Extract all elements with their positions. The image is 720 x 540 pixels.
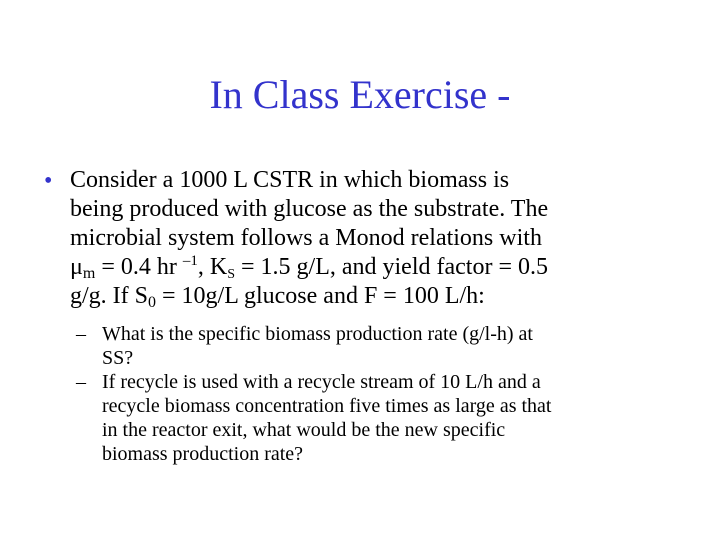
sub-bullet-text [102,370,676,466]
sub-bullet-2-line-2: recycle biomass concentration five times as large as that [102,395,552,417]
s0-subscript: 0 [148,294,156,311]
sub-bullet-1-line-2: SS? [102,347,134,369]
sub-bullet-2-line-1: If recycle is used with a recycle stream of 10 L/h and a [102,371,541,393]
bullet-line-2: being produced with glucose as the substrate. The [70,196,549,222]
line4-part2: , K [197,254,228,280]
sub-bullet-2-line-4: biomass production rate? [102,443,304,465]
line4-part1: = 0.4 hr [95,254,183,280]
sub-bullet-2-line-3: in the reactor exit, what would be the new specific [102,419,506,441]
ks-subscript: S [227,267,235,282]
bullet-line-4 [70,253,684,282]
sub-bullet-text [102,322,676,370]
bullet-line-3: microbial system follows a Monod relations with [70,225,542,251]
mu-symbol: μ [70,254,83,280]
bullet-line-5 [70,282,684,311]
bullet-marker: • [44,168,53,194]
sub-bullet-2 [76,370,676,466]
mu-subscript: m [82,265,96,282]
dash-marker: – [76,371,86,393]
line4-part3: = 1.5 g/L, and yield factor = 0.5 [235,254,548,280]
slide-title: In Class Exercise - [209,72,511,117]
dash-marker: – [76,323,86,345]
line5-part1: g/g. If S [70,283,148,309]
exponent: –1 [182,253,198,269]
sub-bullet-list [76,322,676,466]
sub-bullet-1-line-1: What is the specific biomass production rate (g/l-h) at [102,323,533,345]
sub-bullet-1 [76,322,676,370]
line5-part2: = 10g/L glucose and F = 100 L/h: [156,283,485,309]
bullet-text [70,166,684,311]
bullet-line-1: Consider a 1000 L CSTR in which biomass is [70,167,510,193]
